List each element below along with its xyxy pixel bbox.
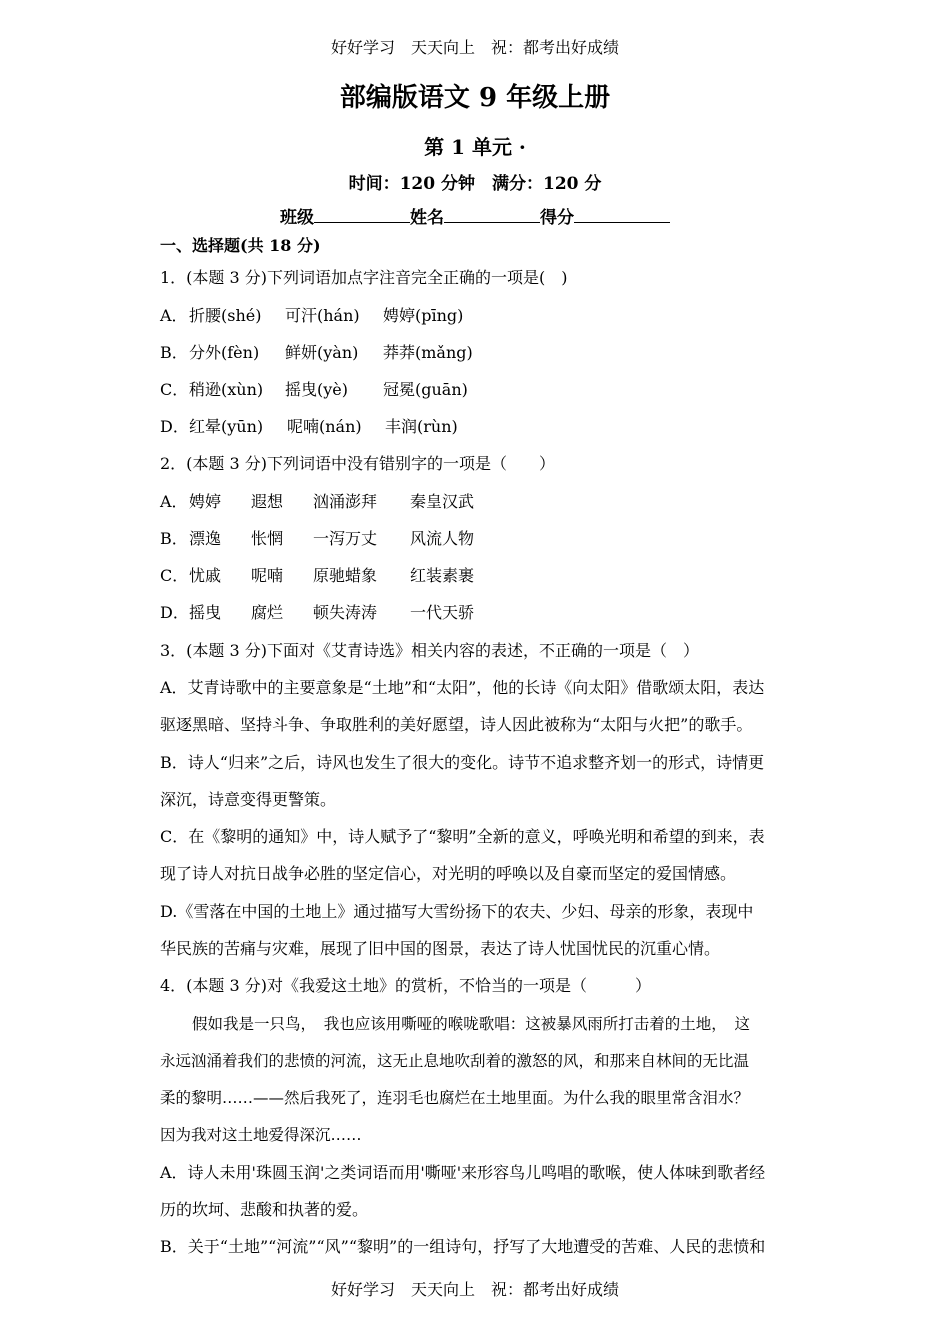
page-footer: 好好学习 天天向上 祝：都考出好成绩 <box>330 1280 619 1299</box>
name-label: 姓名 <box>410 208 444 228</box>
option-word: 一泻万丈 <box>313 529 378 548</box>
q3-option-b-cont: 深沉，诗意变得更警策。 <box>160 790 337 809</box>
option-word: 冠冕(guān) <box>383 380 468 399</box>
option-key: B． <box>160 529 188 548</box>
option-word: 忧戚 <box>189 566 222 585</box>
class-blank[interactable] <box>314 204 410 223</box>
option-word: 莽莽(mǎng) <box>383 343 473 362</box>
student-info-row <box>0 204 950 229</box>
option-word: 漂逸 <box>189 529 222 548</box>
q3-stem: 3．(本题 3 分)下面对《艾青诗选》相关内容的表述，不正确的一项是（ ） <box>160 641 700 660</box>
score-blank[interactable] <box>574 204 670 223</box>
poem-line-2: 永远汹涌着我们的悲愤的河流，这无止息地吹刮着的激怒的风，和那来自林间的无比温 <box>160 1052 750 1070</box>
class-label: 班级 <box>280 208 314 228</box>
option-word: 顿失涛涛 <box>313 603 378 622</box>
poem-line-4: 因为我对这土地爱得深沉…… <box>160 1126 362 1144</box>
q2-stem: 2．(本题 3 分)下列词语中没有错别字的一项是（ ） <box>160 454 556 473</box>
q3-option-b: B．诗人“归来”之后，诗风也发生了很大的变化。诗节不追求整齐划一的形式，诗情更 <box>160 753 765 772</box>
poem-line-3: 柔的黎明……——然后我死了，连羽毛也腐烂在土地里面。为什么我的眼里常含泪水？ <box>160 1089 750 1107</box>
q1-option-a <box>160 306 463 326</box>
q4-stem: 4．(本题 3 分)对《我爱这土地》的赏析，不恰当的一项是（ ） <box>160 976 652 995</box>
q4-option-a: A．诗人未用'珠圆玉润'之类词语而用'嘶哑'来形容鸟儿鸣唱的歌喉，使人体味到歌者经 <box>160 1163 766 1182</box>
name-blank[interactable] <box>444 204 540 223</box>
q3-option-c-cont: 现了诗人对抗日战争必胜的坚定信心，对光明的呼唤以及自豪而坚定的爱国情感。 <box>160 864 737 883</box>
option-word: 汹涌澎拜 <box>313 492 378 511</box>
q2-option-d <box>160 603 474 623</box>
q3-option-d: D.《雪落在中国的土地上》通过描写大雪纷扬下的农夫、少妇、母亲的形象，表现中 <box>160 902 754 921</box>
option-key: A． <box>160 306 188 325</box>
option-key: C． <box>160 566 189 585</box>
section-heading: 一、选择题(共 18 分) <box>160 236 321 255</box>
option-word: 怅惘 <box>251 529 284 548</box>
option-word: 可汗(hán) <box>285 306 360 325</box>
score-label: 得分 <box>540 208 574 228</box>
poem-line-1: 假如我是一只鸟， 我也应该用嘶哑的喉咙歌唱：这被暴风雨所打击着的土地， 这 <box>192 1015 751 1033</box>
option-word: 娉婷 <box>189 492 222 511</box>
q1-stem: 1．(本题 3 分)下列词语加点字注音完全正确的一项是( ) <box>160 268 568 287</box>
option-word: 分外(fèn) <box>189 343 260 362</box>
option-word: 秦皇汉武 <box>410 492 475 511</box>
q1-option-c <box>160 380 468 400</box>
q1-option-d <box>160 417 458 437</box>
option-word: 娉婷(pīng) <box>383 306 464 325</box>
option-word: 风流人物 <box>410 529 475 548</box>
option-word: 一代天骄 <box>410 603 475 622</box>
q4-option-b: B．关于“土地”“河流”“风”“黎明”的一组诗句，抒写了大地遭受的苦难、人民的悲愤和 <box>160 1237 766 1256</box>
option-word: 折腰(shé) <box>189 306 262 325</box>
page-header: 好好学习 天天向上 祝：都考出好成绩 <box>330 38 619 57</box>
option-key: A． <box>160 492 188 511</box>
option-word: 红晕(yūn) <box>189 417 264 436</box>
option-key: C． <box>160 380 189 399</box>
option-word: 呢喃(nán) <box>287 417 362 436</box>
q3-option-d-cont: 华民族的苦痛与灾难，展现了旧中国的图景，表达了诗人忧国忧民的沉重心情。 <box>160 939 721 958</box>
exam-meta: 时间：120 分钟 满分：120 分 <box>348 174 602 194</box>
option-word: 腐烂 <box>251 603 284 622</box>
q3-option-a: A．艾青诗歌中的主要意象是“土地”和“太阳”，他的长诗《向太阳》借歌颂太阳，表达 <box>160 678 765 697</box>
q3-option-c: C．在《黎明的通知》中，诗人赋予了“黎明”全新的意义，呼唤光明和希望的到来，表 <box>160 827 765 846</box>
q2-option-c <box>160 566 474 586</box>
q1-option-b <box>160 343 473 363</box>
option-key: B． <box>160 343 188 362</box>
option-word: 稍逊(xùn) <box>189 380 264 399</box>
q3-option-a-cont: 驱逐黑暗、坚持斗争、争取胜利的美好愿望，诗人因此被称为“太阳与火把”的歌手。 <box>160 715 753 734</box>
q2-option-a <box>160 492 474 512</box>
option-word: 摇曳 <box>189 603 222 622</box>
option-key: D． <box>160 603 189 622</box>
page-title: 部编版语文 9 年级上册 <box>339 83 611 113</box>
option-word: 红装素裹 <box>410 566 475 585</box>
option-word: 鲜妍(yàn) <box>285 343 359 362</box>
option-key: D． <box>160 417 189 436</box>
option-word: 遐想 <box>251 492 284 511</box>
unit-title: 第 1 单元 · <box>424 135 526 159</box>
option-word: 呢喃 <box>251 566 284 585</box>
q4-option-a-cont: 历的坎坷、悲酸和执著的爱。 <box>160 1200 369 1219</box>
option-word: 摇曳(yè) <box>285 380 348 399</box>
q2-option-b <box>160 529 474 549</box>
option-word: 丰润(rùn) <box>385 417 458 436</box>
option-word: 原驰蜡象 <box>313 566 378 585</box>
